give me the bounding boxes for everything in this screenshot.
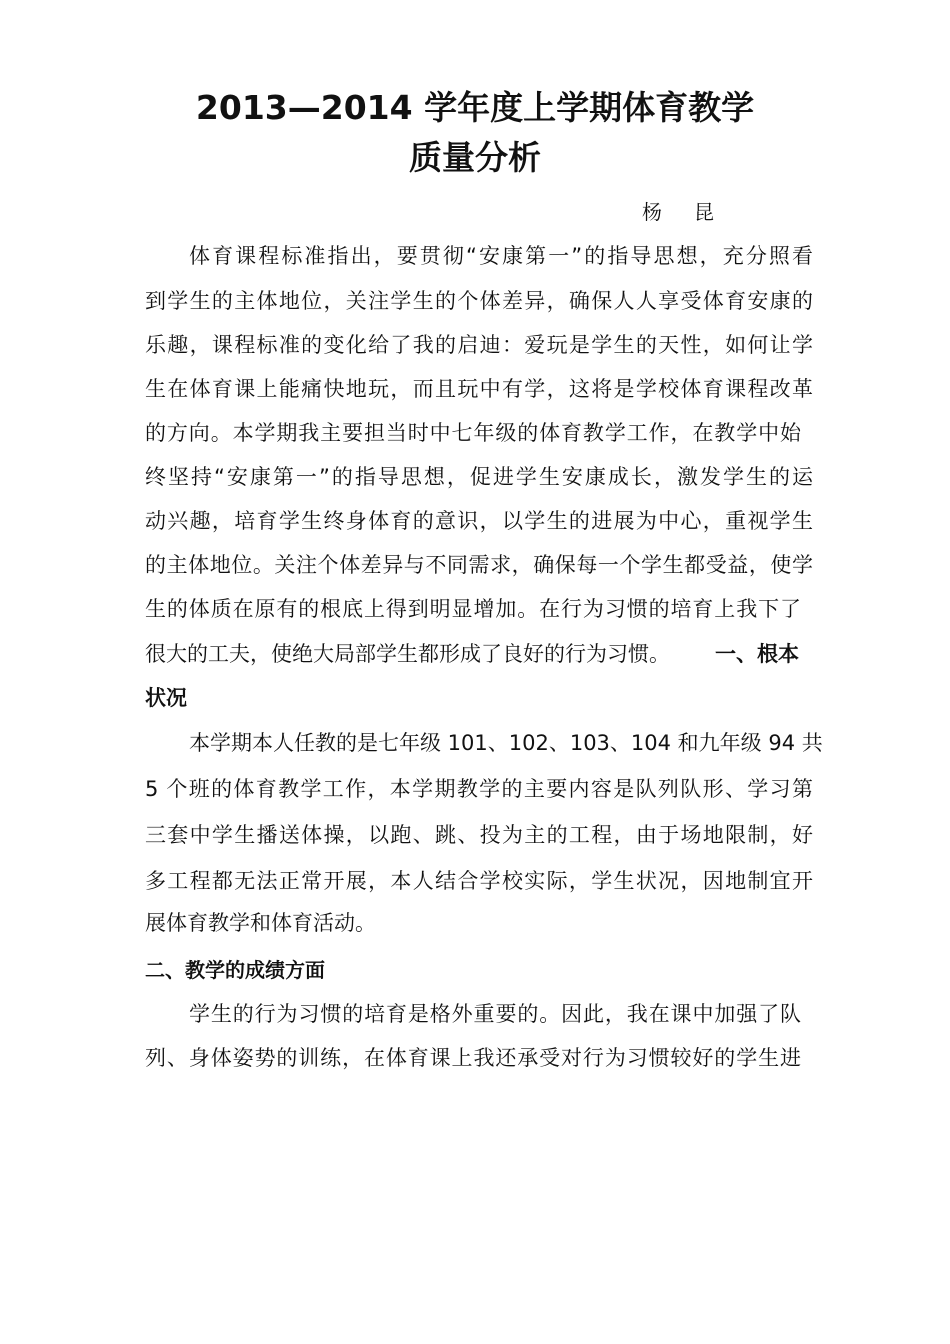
section-heading-basic-cont: 状况 [145, 686, 187, 710]
document-title-line-1: 2013—2014 学年度上学期体育教学 [195, 88, 755, 127]
intro-line: 终坚持“安康第一”的指导思想，促进学生安康成长，激发学生的运 [145, 465, 813, 489]
section1-line: 本学期本人任教的是七年级 101、102、103、104 和九年级 94 共 [189, 731, 823, 755]
intro-line: 的方向。本学期我主要担当时中七年级的体育教学工作，在教学中始 [145, 421, 801, 445]
section1-line: 展体育教学和体育活动。 [145, 911, 376, 935]
section2-line: 学生的行为习惯的培育是格外重要的。因此，我在课中加强了队 [189, 1002, 801, 1026]
author-name: 杨昆 [642, 200, 746, 224]
intro-line: 生在体育课上能痛快地玩，而且玩中有学，这将是学校体育课程改革 [145, 377, 813, 401]
intro-line: 生的体质在原有的根底上得到明显增加。在行为习惯的培育上我下了 [145, 597, 801, 621]
section1-line: 三套中学生播送体操，以跑、跳、投为主的工程，由于场地限制，好 [145, 823, 813, 847]
intro-line: 动兴趣，培育学生终身体育的意识，以学生的进展为中心，重视学生 [145, 509, 813, 533]
section-heading-basic: 一、根本 [715, 642, 799, 666]
section1-line: 多工程都无法正常开展，本人结合学校实际，学生状况，因地制宜开 [145, 869, 813, 893]
section-heading-achievements: 二、教学的成绩方面 [145, 958, 325, 982]
document-title-line-2: 质量分析 [409, 138, 541, 177]
section1-line: 5 个班的体育教学工作，本学期教学的主要内容是队列队形、学习第 [145, 777, 813, 801]
intro-line: 的主体地位。关注个体差异与不同需求，确保每一个学生都受益，使学 [145, 553, 813, 577]
intro-line: 乐趣，课程标准的变化给了我的启迪：爱玩是学生的天性，如何让学 [145, 333, 813, 357]
intro-line: 很大的工夫，使绝大局部学生都形成了良好的行为习惯。 [145, 642, 670, 666]
intro-line: 体育课程标准指出，要贯彻“安康第一”的指导思想，充分照看 [189, 244, 813, 268]
intro-line: 到学生的主体地位，关注学生的个体差异，确保人人享受体育安康的 [145, 289, 813, 313]
section2-line: 列、身体姿势的训练，在体育课上我还承受对行为习惯较好的学生进 [145, 1046, 801, 1070]
